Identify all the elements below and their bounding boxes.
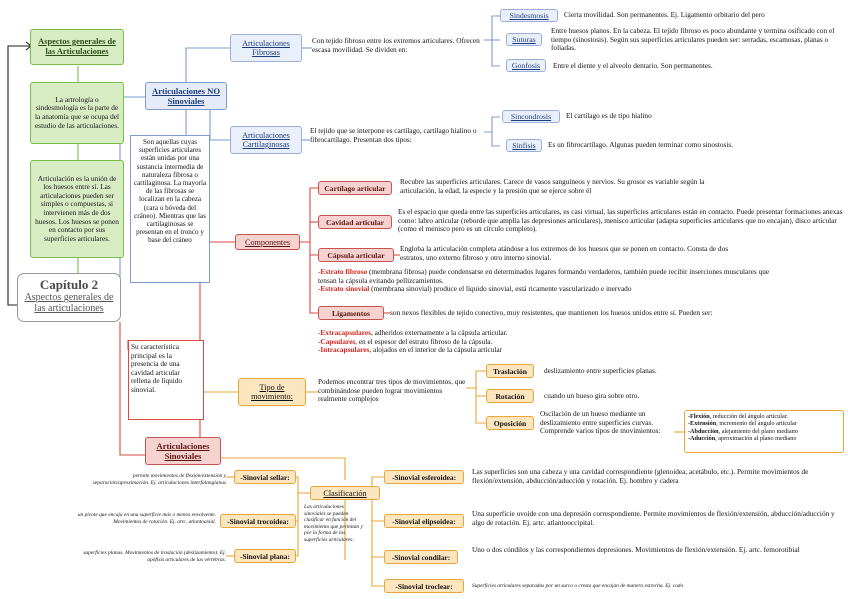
sinoviales-box: Articulaciones Sinoviales	[145, 437, 221, 465]
plana-label: -Sinovial plana:	[234, 549, 296, 563]
title-box: Aspectos generales de las Articulaciones	[30, 29, 124, 65]
no-sinoviales-box: Articulaciones NO Sinoviales	[145, 82, 227, 110]
op-extension: -Extensión, incremento del ángulo articular	[688, 420, 797, 428]
cartilago-articular-label: Cartílago articular	[318, 181, 392, 195]
esferoidea-desc: Las superficies son una cabeza y una cavidad correspondiente (glenoidea, acetábulo, etc.). Permite movimientos de flexión/extensión, abducción/aducción y rotación. Ej. hombro y cadera	[472, 467, 809, 485]
elipsoidea-desc: Una superficie ovoide con una depresión correspondiente. Permite movimientos de flexión/extensión, abducción/aducción y algo de rotación. Ej. artc. atlantooccipital.	[472, 509, 835, 527]
movimiento-box: Tipo de movimiento:	[238, 378, 306, 406]
lig-extracapsulares: -Extracapsulares, adheridos externamente a la cápsula articular.	[318, 328, 508, 337]
gonfosis-desc: Entre el diente y el alveolo dentario. Son permanentes.	[553, 61, 713, 70]
condilar-desc: Uno o dos cóndilos y las correspondientes depresiones. Movimientos de flexión/extensión. Ej. artc. femorotibial	[472, 545, 800, 554]
plana-desc: superficies planas. Movimientos de traslación (deslizamiento). Ej. apófisis articulares de las vértebras.	[83, 550, 226, 563]
rotacion-desc: cuando un hueso gira sobre otro.	[544, 391, 640, 400]
capsula-articular-label: Cápsula articular	[318, 248, 394, 262]
gonfosis-label: Gonfosis	[506, 59, 546, 72]
cartilaginosas-desc: El tejido que se interpone es cartílago, cartílago hialino o fibrocartílago. Presentan dos tipos:	[310, 126, 477, 144]
sincondrosis-label: Sincondrosis	[502, 110, 560, 123]
chapter-title: Capítulo 2	[39, 277, 99, 292]
ligamentos-list	[318, 329, 658, 355]
traslacion-desc: deslizamiento entre superficies planas.	[544, 366, 657, 375]
sellar-label: -Sinovial sellar:	[234, 470, 296, 484]
sinfisis-desc: Es un fibrocartílago. Algunas pueden terminar como sinostosis.	[548, 140, 734, 149]
ligamentos-desc: son nexos flexibles de tejido conectivo, muy resistentes, que mantienen los huesos unidos entre sí. Pueden ser:	[390, 308, 713, 317]
cavidad-articular-label: Cavidad articular	[318, 215, 392, 229]
rotacion-label: Rotación	[486, 389, 534, 403]
troclear-desc: Superficies articulares separadas por un surco o cresta que encajan de manera estrecha. Ej. codo	[472, 583, 684, 589]
sindesmosis-desc: Cierta movilidad. Son permanentes. Ej. Ligamento orbitario del pero	[564, 10, 765, 19]
oposicion-desc: Oscilación de un hueso mediante un deslizamiento entre superficies curvas. Comprende varios tipos de movimientos:	[540, 409, 661, 436]
capsula-articular-desc: Engloba la articulación completa atándose a los extremos de los huesos que se ponen en contacto. Consta de dos estratos, uno externo fibroso y otro interno sinovial.	[400, 244, 729, 262]
lig-capsulares: -Capsulares, en el espesor del estrato fibroso de la cápsula.	[318, 336, 493, 346]
ligamentos-label: Ligamentos	[318, 306, 384, 320]
trocoidea-label: -Sinovial trocoidea:	[220, 514, 296, 528]
op-flexion: -Flexión, reducción del ángulo articular.	[688, 413, 788, 420]
troclear-label: -Sinovial troclear:	[384, 579, 464, 593]
cartilago-articular-desc: Recubre las superficies articulares. Carece de vasos sanguíneos y nervios. Su grosor es variable según la articulación, la edad, la especie y la presión que se ejerce sobre él	[400, 177, 705, 195]
fibrosas-desc: Con tejido fibroso entre los extremos articulares. Ofrecen escasa movilidad. Se dividen en:	[312, 36, 480, 54]
elipsoidea-label: -Sinovial elipsoidea:	[384, 514, 464, 528]
intro-artrologia: La artrología o sindesmología es la parte de la anatomía que se ocupa del estudio de las articulaciones.	[30, 82, 124, 144]
sincondrosis-desc: El cartílago es de tipo hialino	[566, 111, 652, 120]
suturas-label: Suturas	[506, 33, 542, 46]
estrato-sinovial: -Estrato sinovial (membrana sinovial) produce el líquido sinovial, está ricamente vascularizado e inervado	[318, 284, 632, 294]
oposicion-list	[684, 410, 844, 453]
clasificacion-box: Clasificación	[310, 486, 380, 500]
no-sinoviales-desc: Son aquellas cuyas superficies articulares están unidas por una sustancia intermedia de naturaleza fibrosa o cartilaginosa. La mayoría de las fibrosas se localizan en la cabeza (cara o bóveda del cráneo). Mientras que las cartilaginosas se presentan en el tronco y base del cráneo	[130, 135, 210, 283]
intro-articulacion: Articulación es la unión de los huesos entre sí. Las articulaciones pueden ser simples o compuestas, si intervienen más de dos huesos. Los huesos se ponen en contacto por sus superficies articulares.	[30, 160, 124, 258]
op-aduccion: -Aducción, aproximación al plano mediano	[688, 435, 797, 443]
clasificacion-desc: Las articulaciones sinoviales se pueden clasificar en función del movimiento que permitan y por la forma de las superficies articulares:	[304, 504, 363, 543]
esferoidea-label: -Sinovial esferoidea:	[384, 470, 464, 484]
chapter-subtitle: Aspectos generales de las articulaciones	[24, 292, 114, 314]
condilar-label: -Sinovial condilar:	[384, 550, 458, 564]
oposicion-label: Oposición	[486, 416, 534, 430]
cartilaginosas-box: Articulaciones Cartilaginosas	[230, 126, 302, 154]
chapter-box	[17, 273, 121, 322]
sindesmosis-label: Sindesmosis	[500, 9, 558, 22]
trocoidea-desc: un pivote que encaja en una superficie más o menos envolvente. Movimientos de rotación. Ej. artc. atlantoaxial.	[77, 512, 216, 525]
estrato-fibroso: -Estrato fibroso (membrana fibrosa) puede condensarse en determinados lugares formando verdaderos, también puede recibir inserciones musculares que tensan la cápsula evitando pellizcamientos.	[318, 267, 770, 285]
op-abduccion: -Abducción, alejamiento del plano mediano	[688, 427, 798, 435]
estratos-list	[318, 268, 788, 294]
cavidad-articular-desc: Es el espacio que queda entre las superficies articulares, es casi virtual, las superficies articulares están en contacto. Puede presentar formaciones anexas como: labro articular (reborde que amplía las depresiones articulares), menisco articular (adapta superficies articulares que no encajan), disco articular (como el menisco pero es un círculo completo).	[398, 207, 843, 234]
movimiento-desc: Podemos encontrar tres tipos de movimientos, que combinándose pueden lograr movimientos realmente complejos	[318, 377, 466, 404]
suturas-desc: Entre huesos planos. En la cabeza. El tejido fibroso es poco abundante y termina osificado con el tiempo (sinostosis). Según sus superficies articulares pueden ser: serradas, escamosas, planas o foliadas.	[551, 26, 835, 53]
componentes-box: Componentes	[235, 234, 300, 250]
lig-intracapsulares: -Intracapsulares, alojados en el interior de la cápsula articular	[318, 345, 503, 355]
traslacion-label: Traslación	[486, 364, 534, 378]
sinoviales-desc: Su característica principal es la presencia de una cavidad articular rellena de líquido sinovial.	[128, 340, 204, 420]
fibrosas-box: Articulaciones Fibrosas	[230, 34, 302, 62]
sinfisis-label: Sínfisis	[506, 139, 542, 152]
sellar-desc: permite movimientos de flexión/extensión y separación/aproximación. Ej. articulaciones interfalangianas	[92, 473, 226, 486]
